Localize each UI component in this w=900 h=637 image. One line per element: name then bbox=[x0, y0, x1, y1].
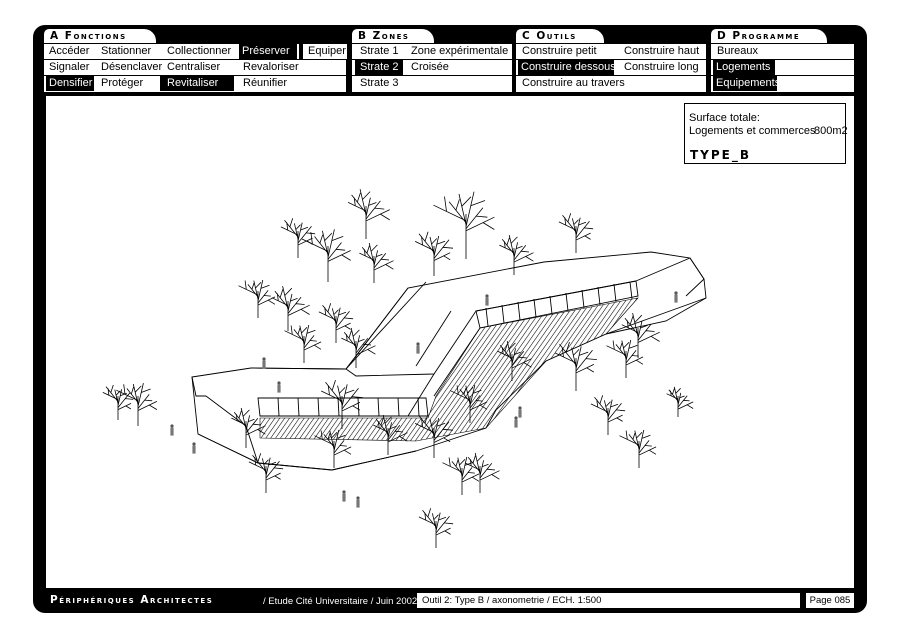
divider bbox=[299, 44, 303, 59]
menu-item[interactable]: Réunifier bbox=[240, 76, 310, 91]
menu-item[interactable]: Strate 2 bbox=[355, 60, 403, 75]
person-icon bbox=[262, 357, 265, 368]
tree-icon bbox=[559, 213, 593, 253]
person-icon bbox=[518, 406, 521, 417]
menu-item[interactable]: Equiper bbox=[305, 44, 347, 59]
tree-icon bbox=[443, 457, 480, 495]
program-label: Logements et commerces bbox=[689, 125, 816, 137]
menu-item[interactable]: Revitaliser bbox=[160, 76, 234, 91]
person-icon bbox=[485, 294, 488, 305]
tree-icon bbox=[249, 453, 283, 493]
tree-icon bbox=[499, 235, 533, 275]
menu-item[interactable]: Construire dessous bbox=[518, 60, 614, 75]
tree-icon bbox=[667, 387, 694, 417]
area-value: 800m2 bbox=[814, 125, 848, 137]
menu-item[interactable]: Construire petit bbox=[519, 44, 619, 59]
tree-icon bbox=[341, 328, 375, 368]
tree-icon bbox=[434, 192, 495, 259]
tree-icon bbox=[591, 395, 625, 435]
tree-icon bbox=[239, 280, 276, 318]
program-panel bbox=[711, 44, 854, 92]
menu-item[interactable]: Zone expérimentale bbox=[408, 44, 512, 59]
menu-item[interactable]: Equipements bbox=[713, 76, 777, 91]
type-label: TYPE_B bbox=[690, 148, 752, 162]
tree-icon bbox=[272, 286, 310, 331]
person-icon bbox=[416, 342, 419, 353]
tree-icon bbox=[281, 218, 315, 258]
person-icon bbox=[277, 381, 280, 392]
menu-item[interactable]: Construire au travers bbox=[519, 76, 639, 91]
surface-label: Surface totale: bbox=[689, 112, 760, 124]
firm-name: Périphériques Architectes bbox=[50, 594, 214, 606]
section-b-tab[interactable]: B Zones bbox=[352, 29, 434, 43]
menu-item[interactable]: Strate 3 bbox=[357, 76, 405, 91]
section-a-tab[interactable]: A Fonctions bbox=[44, 29, 156, 43]
tree-icon bbox=[348, 189, 390, 239]
tree-icon bbox=[116, 383, 157, 426]
menu-item[interactable]: Logements bbox=[713, 60, 775, 75]
menu-item[interactable]: Revaloriser bbox=[240, 60, 310, 75]
menu-item[interactable]: Construire haut bbox=[621, 44, 705, 59]
menu-item[interactable]: Préserver bbox=[239, 44, 297, 59]
section-c-tab[interactable]: C Outils bbox=[516, 29, 604, 43]
axonometric-view bbox=[46, 96, 854, 588]
menu-item[interactable]: Densifier bbox=[46, 76, 94, 91]
menu-item[interactable]: Accéder bbox=[46, 44, 96, 59]
menu-item[interactable]: Collectionner bbox=[164, 44, 236, 59]
functions-panel bbox=[44, 44, 346, 92]
person-icon bbox=[674, 291, 677, 302]
person-icon bbox=[170, 424, 173, 435]
tree-icon bbox=[231, 408, 265, 448]
person-icon bbox=[192, 442, 195, 453]
info-box bbox=[684, 103, 846, 164]
page-number: Page 085 bbox=[806, 593, 854, 608]
person-icon bbox=[342, 490, 345, 501]
menu-item[interactable]: Bureaux bbox=[714, 44, 834, 59]
figure-caption: Outil 2: Type B / axonometrie / ECH. 1:500 bbox=[417, 593, 800, 608]
axonometric-drawing bbox=[46, 96, 854, 588]
tree-icon bbox=[415, 232, 453, 276]
person-icon bbox=[356, 496, 359, 507]
tree-icon bbox=[302, 229, 351, 282]
tree-icon bbox=[359, 243, 393, 283]
menu-item[interactable]: Strate 1 bbox=[357, 44, 405, 59]
menu-item[interactable]: Croisée bbox=[408, 60, 488, 75]
tools-panel bbox=[516, 44, 706, 92]
menu-item[interactable]: Stationner bbox=[98, 44, 162, 59]
building-shadow bbox=[260, 298, 638, 441]
menu-item[interactable]: Construire long bbox=[621, 60, 705, 75]
study-title: / Etude Cité Universitaire / Juin 2002 bbox=[263, 596, 418, 607]
menu-item[interactable]: Centraliser bbox=[164, 60, 236, 75]
trees-layer bbox=[103, 189, 693, 548]
section-d-tab[interactable]: D Programme bbox=[711, 29, 827, 43]
tree-icon bbox=[622, 313, 660, 358]
menu-item[interactable]: Désenclaver bbox=[98, 60, 162, 75]
zones-panel bbox=[352, 44, 512, 92]
tree-icon bbox=[419, 508, 453, 548]
menu-item[interactable]: Protéger bbox=[98, 76, 158, 91]
person-icon bbox=[514, 416, 517, 427]
tree-icon bbox=[620, 430, 657, 468]
tree-icon bbox=[285, 325, 322, 363]
menu-item[interactable]: Signaler bbox=[46, 60, 96, 75]
